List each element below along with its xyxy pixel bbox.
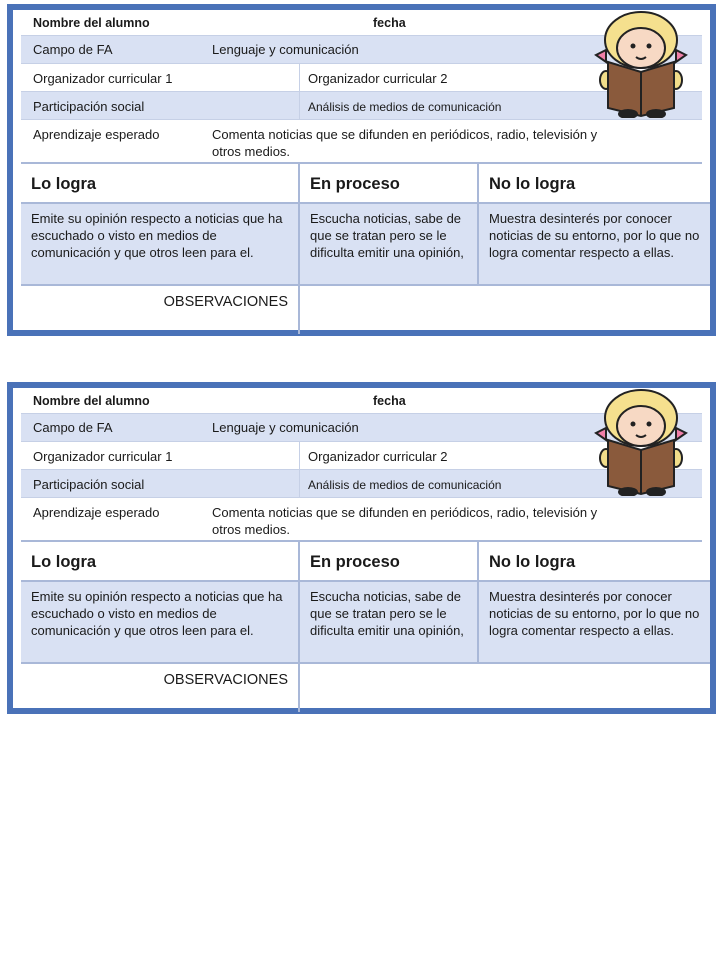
observations-label: OBSERVACIONES: [163, 672, 288, 688]
rubric-grid: [21, 164, 710, 330]
expected-line-2: otros medios.: [212, 522, 291, 537]
observations-label: OBSERVACIONES: [163, 294, 288, 310]
student-label: Nombre del alumno: [33, 394, 150, 408]
col-achieved-header: Lo logra: [31, 553, 97, 571]
observations-field[interactable]: [300, 286, 710, 334]
field-label: Campo de FA: [33, 42, 113, 57]
expected-learning-row: [21, 120, 702, 164]
expected-line-1: Comenta noticias que se difunden en periódicos, radio, televisión y: [212, 127, 598, 142]
organizer-1-label: Organizador curricular 1: [33, 449, 173, 464]
organizer-2-label: Organizador curricular 2: [308, 71, 448, 86]
rubric-header-row: [21, 542, 710, 582]
col-achieved-header: Lo logra: [31, 175, 97, 193]
col-not-achieved-text: Muestra desinterés por conocer noticias de su entorno, por lo que no logra comentar respecto a ellas.: [489, 589, 700, 638]
observations-row: [21, 286, 710, 334]
field-value: Lenguaje y comunicación: [212, 420, 359, 435]
field-label: Campo de FA: [33, 420, 113, 435]
divider: [299, 470, 300, 497]
girl-reading-book-illustration: [576, 388, 704, 496]
col-in-progress-header: En proceso: [310, 175, 400, 193]
field-value: Lenguaje y comunicación: [212, 42, 359, 57]
student-label: Nombre del alumno: [33, 16, 150, 30]
expected-line-1: Comenta noticias que se difunden en periódicos, radio, televisión y: [212, 505, 598, 520]
col-achieved-text: Emite su opinión respecto a noticias que ha escuchado o visto en medios de comunicación y que otros leen para el.: [31, 211, 283, 260]
rubric-descriptor-row: [21, 582, 710, 664]
col-not-achieved-text: Muestra desinterés por conocer noticias de su entorno, por lo que no logra comentar respecto a ellas.: [489, 211, 700, 260]
col-in-progress-header: En proceso: [310, 553, 400, 571]
col-not-achieved-header: No lo logra: [489, 553, 576, 571]
col-in-progress-text: Escucha noticias, sabe de que se tratan pero se le dificulta emitir una opinión,: [310, 211, 464, 260]
organizer-2-label: Organizador curricular 2: [308, 449, 448, 464]
observations-field[interactable]: [300, 664, 710, 712]
organizer-1-value: Participación social: [33, 477, 145, 492]
rubric-descriptor-row: [21, 204, 710, 286]
date-label: fecha: [373, 394, 406, 408]
girl-reading-book-illustration: [576, 10, 704, 118]
col-in-progress-text: Escucha noticias, sabe de que se tratan pero se le dificulta emitir una opinión,: [310, 589, 464, 638]
organizer-2-value: Análisis de medios de comunicación: [308, 100, 502, 114]
divider: [299, 92, 300, 119]
observations-row: [21, 664, 710, 712]
expected-learning-row: [21, 498, 702, 542]
expected-line-2: otros medios.: [212, 144, 291, 159]
evaluation-card: [7, 382, 716, 714]
rubric-grid: [21, 542, 710, 708]
expected-label: Aprendizaje esperado: [33, 505, 160, 520]
evaluation-card: [7, 4, 716, 336]
organizer-1-value: Participación social: [33, 99, 145, 114]
col-achieved-text: Emite su opinión respecto a noticias que ha escuchado o visto en medios de comunicación y que otros leen para el.: [31, 589, 283, 638]
organizer-1-label: Organizador curricular 1: [33, 71, 173, 86]
date-label: fecha: [373, 16, 406, 30]
col-not-achieved-header: No lo logra: [489, 175, 576, 193]
rubric-header-row: [21, 164, 710, 204]
divider: [299, 64, 300, 91]
expected-label: Aprendizaje esperado: [33, 127, 160, 142]
divider: [299, 442, 300, 469]
organizer-2-value: Análisis de medios de comunicación: [308, 478, 502, 492]
